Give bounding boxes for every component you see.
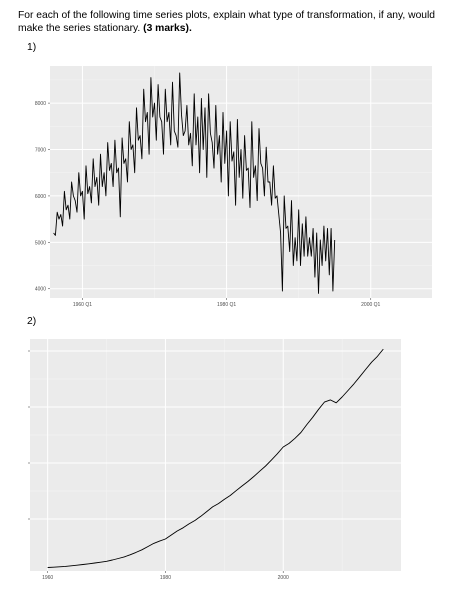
plot-1-panel xyxy=(50,66,432,298)
plot-2-panel xyxy=(30,339,401,571)
plot-1-x-tick-label: 2000 Q1 xyxy=(361,302,381,308)
plot-1-y-tick-label: 6000 xyxy=(34,193,46,200)
plot-1-x-tick-label: 1960 Q1 xyxy=(72,302,93,308)
time-series-plot-2 xyxy=(0,333,453,589)
question-text xyxy=(18,9,448,35)
plot-2-x-tick-label: 1960 xyxy=(42,575,54,581)
question-body: For each of the following time series plots, explain what type of transformation, if any, would make the series stationary. xyxy=(18,10,436,34)
plot-1-y-tick-label: 5000 xyxy=(34,240,46,247)
question-marks: (3 marks). xyxy=(143,23,192,34)
plot-1-x-tick-label: 1980 Q1 xyxy=(216,302,237,308)
plot-1-y-tick-label: 7000 xyxy=(34,147,46,154)
plot-1-y-tick-label: 8000 xyxy=(34,101,46,108)
plot-1-y-tick-label: 4000 xyxy=(34,286,46,293)
plot-2-label: 2) xyxy=(27,316,37,327)
plot-1-label: 1) xyxy=(27,42,37,53)
time-series-plot-1 xyxy=(0,56,453,311)
plot-2-x-tick-label: 1980 xyxy=(159,575,172,581)
plot-2-x-tick-label: 2000 xyxy=(277,575,289,581)
